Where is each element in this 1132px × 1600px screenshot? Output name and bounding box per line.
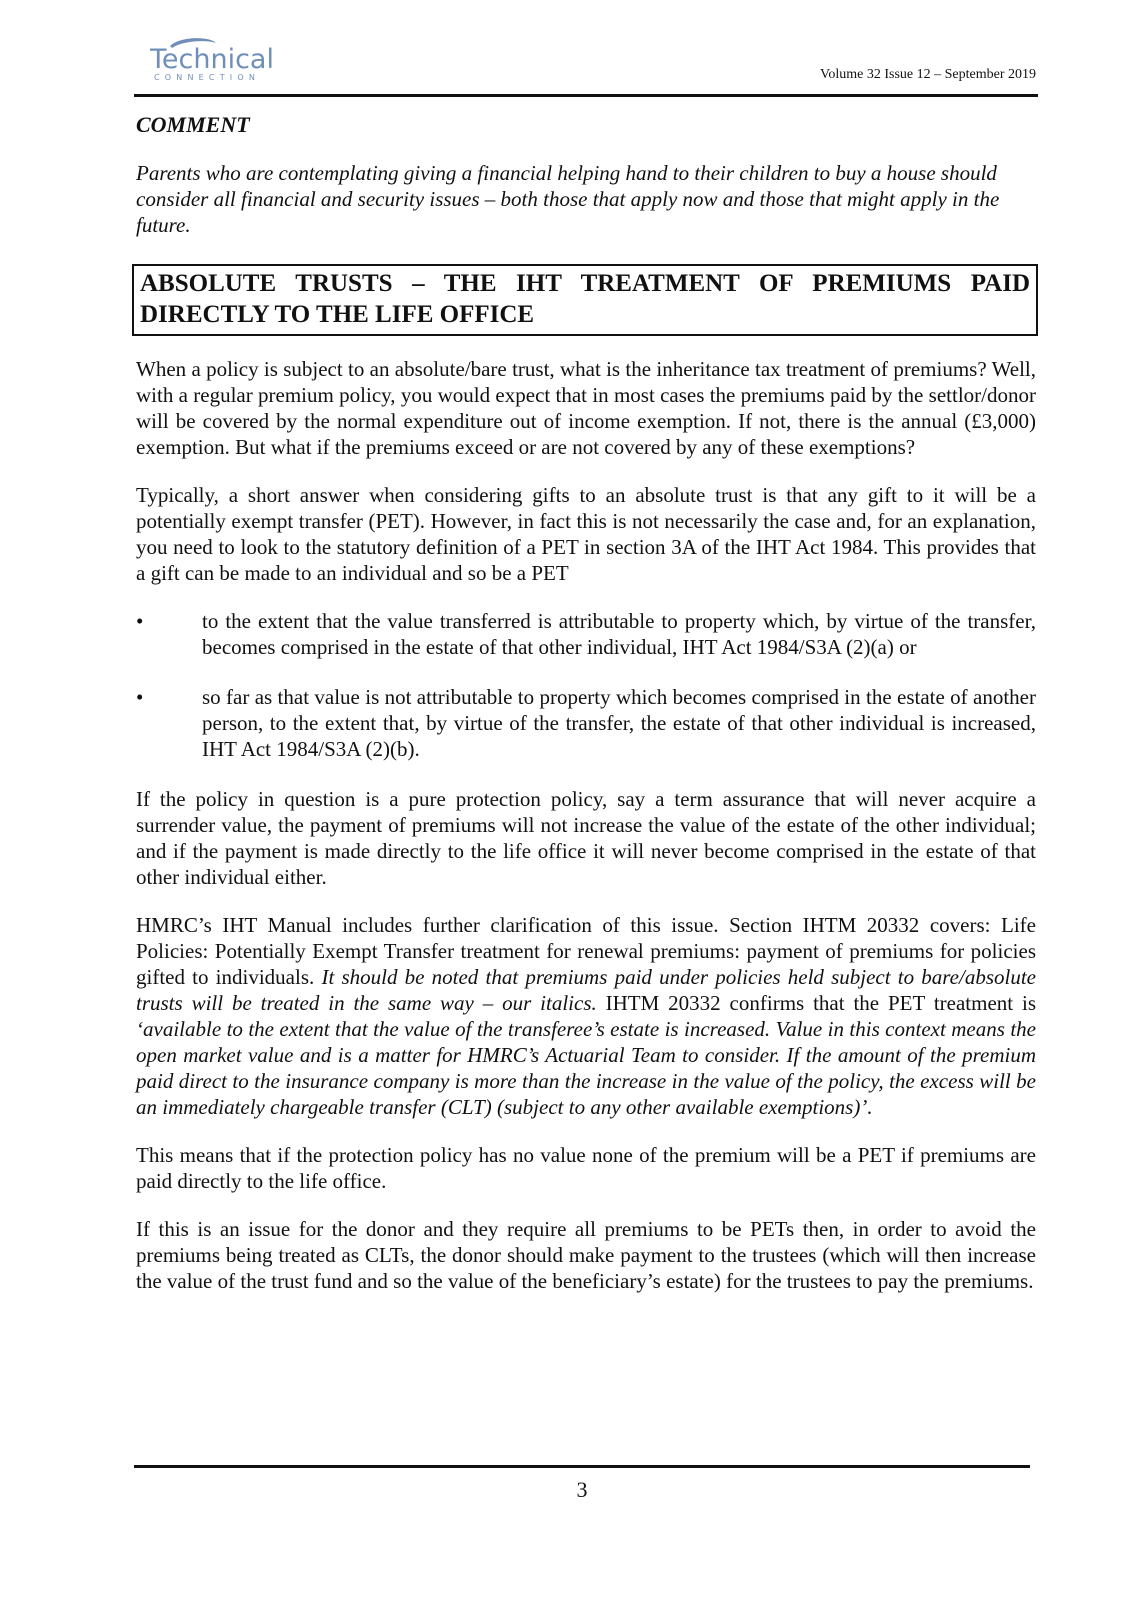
issue-line: Volume 32 Issue 12 – September 2019: [820, 67, 1036, 82]
bullet-symbol: •: [136, 609, 144, 633]
footer-rule: [134, 1465, 1030, 1468]
paragraph-1: When a policy is subject to an absolute/bare trust, what is the inheritance tax treatment of premiums? Well, with a regular premium policy, you would expect that in most cases the premiums paid by the settlor/donor will be covered by the normal expenditure out of income exemption. If not, there is the annual (£3,000) exemption. But what if the premiums exceed or are not covered by any of these exemptions?: [136, 357, 1036, 459]
header-rule: [134, 94, 1038, 97]
list-item: [136, 684, 1036, 762]
comment-text: Parents who are contemplating giving a financial helping hand to their children to buy a house should consider all financial and security issues – both those that apply now and those that might apply in the future.: [136, 161, 1000, 237]
list-item: [136, 608, 1036, 660]
bullet-list: [136, 608, 1036, 762]
paragraph-6: If this is an issue for the donor and they require all premiums to be PETs then, in order to avoid the premiums being treated as CLTs, the donor should make payment to the trustees (which will then increase the value of the trust fund and so the value of the beneficiary’s estate) for the trustees to pay the premiums.: [136, 1217, 1036, 1293]
technical-connection-logo: [150, 34, 280, 86]
article-title: ABSOLUTE TRUSTS – THE IHT TREATMENT OF PREMIUMS PAID DIRECTLY TO THE LIFE OFFICE: [132, 264, 1038, 336]
paragraph-3: If the policy in question is a pure protection policy, say a term assurance that will never acquire a surrender value, the payment of premiums will not increase the value of the estate of the other individual; and if the payment is made directly to the life office it will never become comprised in the estate of that other individual either.: [136, 787, 1036, 889]
paragraph-4: [136, 912, 1036, 1120]
logo-subword: CONNECTION: [154, 73, 261, 82]
paragraph-2: Typically, a short answer when considering gifts to an absolute trust is that any gift to it will be a potentially exempt transfer (PET). However, in fact this is not necessarily the case and, for an explanation, you need to look to the statutory definition of a PET in section 3A of the IHT Act 1984. This provides that a gift can be made to an individual and so be a PET: [136, 483, 1036, 585]
bullet-text: so far as that value is not attributable to property which becomes comprised in the estate of another person, to the extent that, by virtue of the transfer, the estate of that other individual is increased, IHT Act 1984/S3A (2)(b).: [202, 685, 1036, 761]
paragraph-5: This means that if the protection policy has no value none of the premium will be a PET if premiums are paid directly to the life office.: [136, 1143, 1036, 1193]
page-content: [136, 106, 1036, 1294]
page-number: 3: [576, 1477, 588, 1502]
comment-heading: COMMENT: [136, 112, 250, 137]
paragraph-4-part-c: IHTM 20332 confirms that the PET treatment is: [596, 991, 1036, 1015]
bullet-text: to the extent that the value transferred is attributable to property which, by virtue of the transfer, becomes comprised in the estate of that other individual, IHT Act 1984/S3A (2)(a) or: [202, 609, 1036, 659]
paragraph-4-quote: ‘available to the extent that the value of the transferee’s estate is increased. Value in this context means the open market value and is a matter for HMRC’s Actuarial Team to consider. If the amount of the premium paid direct to the insurance company is more than the increase in the value of the policy, the excess will be an immediately chargeable transfer (CLT) (subject to any other available exemptions)’.: [136, 1017, 1036, 1119]
paragraph-4-italic-note: It should be noted that premiums paid under policies held subject to bare/absolute trusts will be treated in the same way – our italics.: [136, 965, 1036, 1015]
logo-word: Technical: [150, 44, 274, 75]
bullet-symbol: •: [136, 685, 144, 709]
paragraph-4-part-a: HMRC’s IHT Manual includes further clarification of this issue. Section IHTM 20332 covers: Life Policies: Potentially Exempt Transfer treatment for renewal premiums: payment of premiums for policies gifted to individuals.: [136, 913, 1036, 989]
